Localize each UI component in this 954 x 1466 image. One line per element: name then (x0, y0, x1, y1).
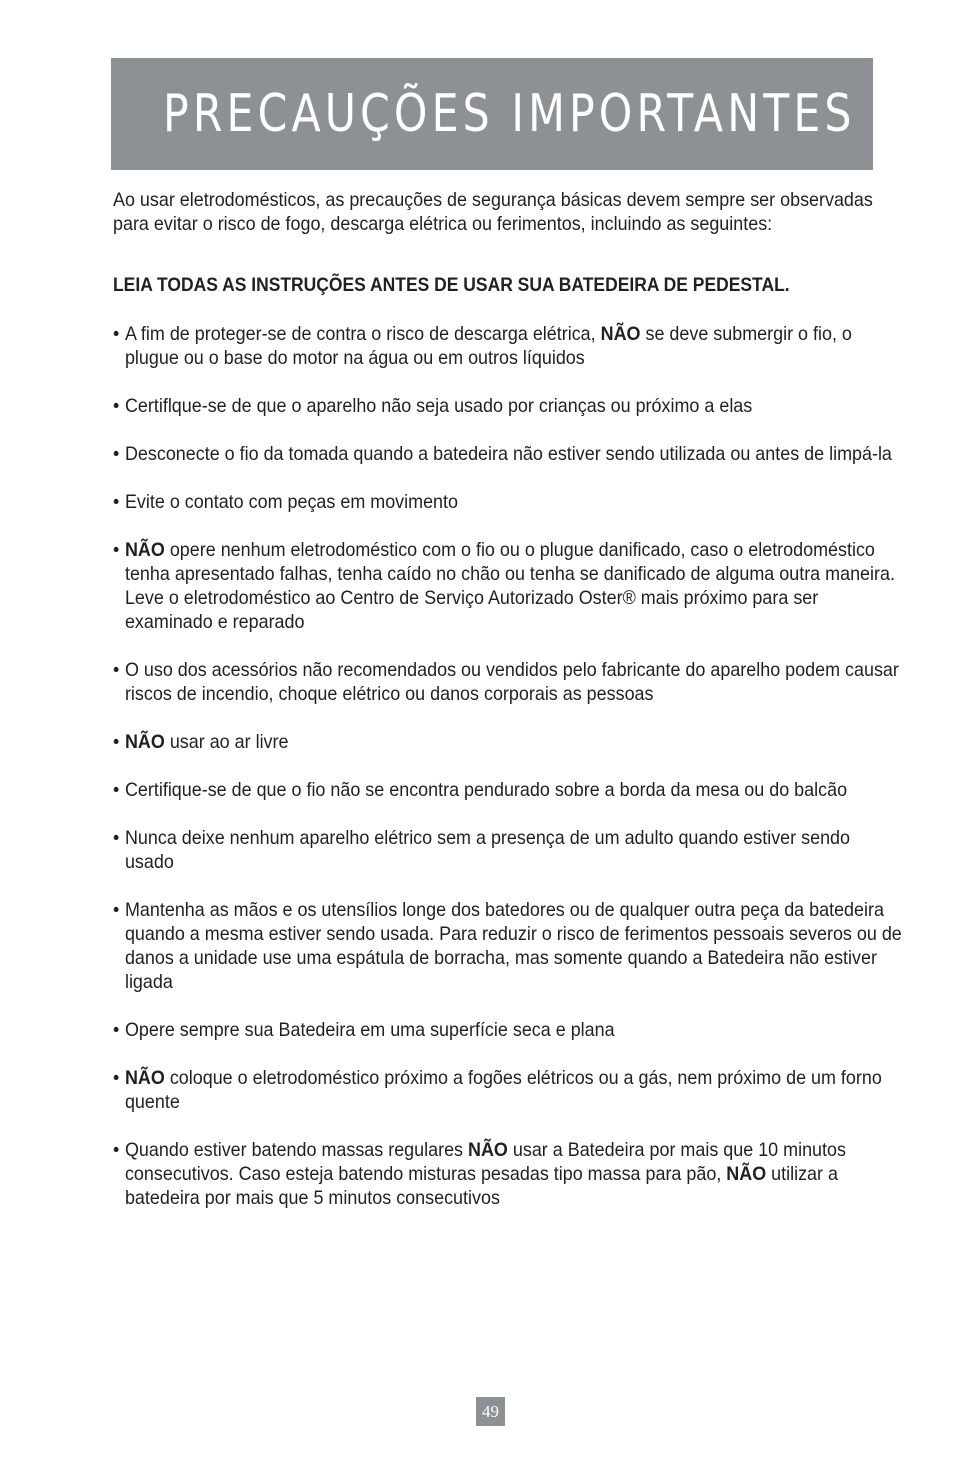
list-item (113, 1018, 902, 1042)
emphasis-nao: NÃO (124, 539, 165, 561)
item-text: Certiflque-se de que o aparelho não seja usado por crianças ou próximo a elas (124, 395, 753, 417)
list-item (113, 394, 902, 418)
list-item (113, 1138, 902, 1210)
list-item (113, 898, 902, 994)
page-number: 49 (476, 1397, 505, 1426)
item-text: O uso dos acessórios não recomendados ou vendidos pelo fabricante do aparelho podem causar riscos de incendio, choque elétrico ou danos corporais as pessoas (124, 659, 899, 705)
item-text: utilizar a batedeira por mais que 5 minutos consecutivos (124, 1163, 838, 1209)
bullet: • (113, 539, 120, 561)
list-item (113, 778, 902, 802)
bullet: • (113, 827, 120, 849)
item-text: Quando estiver batendo massas regulares (124, 1139, 469, 1161)
emphasis-nao: NÃO (600, 323, 641, 345)
item-text: Opere sempre sua Batedeira em uma superfície seca e plana (124, 1019, 615, 1041)
emphasis-nao: NÃO (468, 1139, 508, 1161)
item-text: Mantenha as mãos e os utensílios longe dos batedores ou de qualquer outra peça da batedeira quando a mesma estiver sendo usada. Para reduzir o risco de ferimentos pessoais severos ou de danos a unidade use uma espátula de borracha, mas somente quando a Batedeira não estiver ligada (124, 899, 902, 993)
bullet: • (113, 1067, 120, 1089)
item-text: Desconecte o fio da tomada quando a batedeira não estiver sendo utilizada ou antes de limpá-la (124, 443, 892, 465)
precautions-list (113, 322, 902, 1210)
item-text: Nunca deixe nenhum aparelho elétrico sem a presença de um adulto quando estiver sendo usado (124, 827, 851, 873)
instructions-heading: LEIA TODAS AS INSTRUÇÕES ANTES DE USAR SUA BATEDEIRA DE PEDESTAL. (113, 275, 790, 296)
item-text: coloque o eletrodoméstico próximo a fogões elétricos ou a gás, nem próximo de um forno quente (124, 1067, 882, 1113)
bullet: • (113, 899, 120, 921)
list-item (113, 658, 902, 706)
bullet: • (113, 1019, 120, 1041)
page-content (113, 188, 902, 1234)
bullet: • (113, 323, 120, 345)
item-text: usar a Batedeira por mais que 10 minutos consecutivos. Caso esteja batendo misturas pesadas tipo massa para pão, (124, 1139, 846, 1185)
item-text: se deve submergir o fio, o plugue ou o base do motor na água ou em outros líquidos (124, 323, 852, 369)
title-banner (111, 58, 873, 170)
list-item (113, 730, 902, 754)
emphasis-nao: NÃO (124, 731, 165, 753)
bullet: • (113, 1139, 120, 1161)
bullet: • (113, 779, 120, 801)
item-text: Evite o contato com peças em movimento (124, 491, 459, 513)
list-item (113, 538, 902, 634)
bullet: • (113, 395, 120, 417)
list-item (113, 490, 902, 514)
page-title: PRECAUÇÕES IMPORTANTES (163, 84, 856, 144)
emphasis-nao: NÃO (726, 1163, 767, 1185)
bullet: • (113, 491, 120, 513)
item-text: opere nenhum eletrodoméstico com o fio ou o plugue danificado, caso o eletrodoméstico tenha apresentado falhas, tenha caído no chão ou tenha se danificado de alguma outra maneira. Leve o eletrodoméstico ao Centro de Serviço Autorizado Oster® mais próximo para ser examinado e reparado (124, 539, 895, 633)
bullet: • (113, 443, 120, 465)
bullet: • (113, 731, 120, 753)
item-text: usar ao ar livre (164, 731, 289, 753)
item-text: Certifique-se de que o fio não se encontra pendurado sobre a borda da mesa ou do balcão (124, 779, 848, 801)
list-item (113, 826, 902, 874)
list-item (113, 442, 902, 466)
list-item (113, 322, 902, 370)
bullet: • (113, 659, 120, 681)
emphasis-nao: NÃO (124, 1067, 165, 1089)
list-item (113, 1066, 902, 1114)
item-text: A fim de proteger-se de contra o risco de descarga elétrica, (124, 323, 601, 345)
intro-paragraph: Ao usar eletrodomésticos, as precauções de segurança básicas devem sempre ser observadas para evitar o risco de fogo, descarga elétrica ou ferimentos, incluindo as seguintes: (113, 189, 873, 235)
